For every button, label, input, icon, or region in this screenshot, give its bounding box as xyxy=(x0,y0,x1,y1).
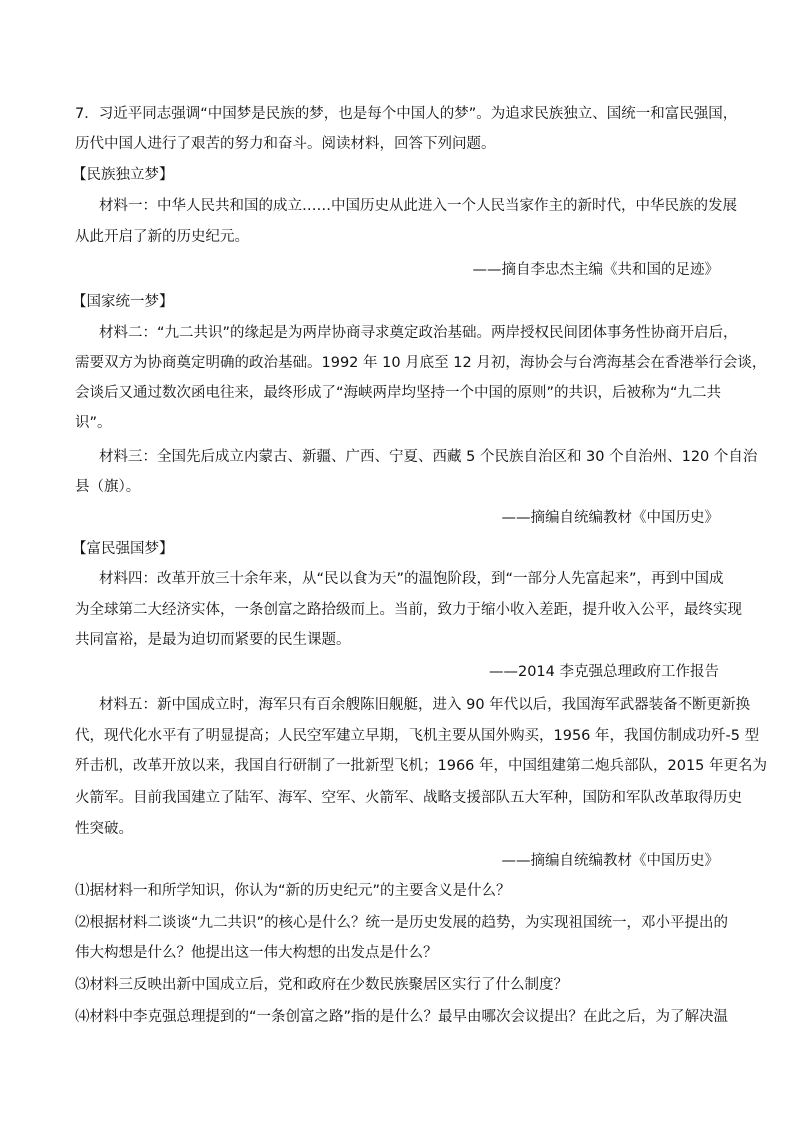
material-3-line-1: 材料三：全国先后成立内蒙古、新疆、广西、宁夏、西藏 5 个民族自治区和 30 个自治州、120 个自治 xyxy=(99,449,758,465)
material-5-line-1: 材料五：新中国成立时，海军只有百余艘陈旧舰艇，进入 90 年代以后，我国海军武器装备不断更新换 xyxy=(99,697,751,713)
subquestion-2-line-2: 伟大构想是什么？他提出这一伟大构想的出发点是什么？ xyxy=(75,945,438,961)
material-2-line-4: 识”。 xyxy=(75,415,112,431)
material-3-line-2: 县（旗）。 xyxy=(75,479,141,495)
material-2-line-3: 会谈后又通过数次函电往来，最终形成了“海峡两岸均坚持一个中国的原则”的共识，后被称为“九二共 xyxy=(75,385,722,401)
material-3-source: ——摘编自统编教材《中国历史》 xyxy=(501,510,719,526)
section-heading-prosperity: 【富民强国梦】 xyxy=(72,541,174,557)
material-1-line-1: 材料一：中华人民共和国的成立……中国历史从此进入一个人民当家作主的新时代，中华民族的发展 xyxy=(99,198,737,214)
material-4-source: ——2014 李克强总理政府工作报告 xyxy=(488,664,719,680)
question-intro-line-2: 历代中国人进行了艰苦的努力和奋斗。阅读材料，回答下列问题。 xyxy=(75,136,496,152)
material-5-source: ——摘编自统编教材《中国历史》 xyxy=(501,853,719,869)
material-5-line-5: 性突破。 xyxy=(75,821,133,837)
material-1-line-2: 从此开启了新的历史纪元。 xyxy=(75,229,249,245)
material-1-source: ——摘自李忠杰主编《共和国的足迹》 xyxy=(472,262,719,278)
section-heading-independence: 【民族独立梦】 xyxy=(72,167,174,183)
material-5-line-3: 歼击机，改革开放以来，我国自行研制了一批新型飞机；1966 年，中国组建第二炮兵部队，2015 年更名为 xyxy=(75,758,768,774)
material-4-line-1: 材料四：改革开放三十余年来，从“民以食为天”的温饱阶段，到“一部分人先富起来”，再到中国成 xyxy=(99,571,724,587)
subquestion-2-line-1: ⑵根据材料二谈谈“九二共识”的核心是什么？统一是历史发展的趋势，为实现祖国统一，邓小平提出的 xyxy=(75,915,729,931)
material-5-line-2: 代，现代化水平有了明显提高；人民空军建立早期，飞机主要从国外购买，1956 年，我国仿制成功歼-5 型 xyxy=(75,728,760,744)
material-2-line-2: 需要双方为协商奠定明确的政治基础。1992 年 10 月底至 12 月初，海协会与台湾海基会在香港举行会谈， xyxy=(75,355,767,371)
question-intro-line-1: 7．习近平同志强调“中国梦是民族的梦，也是每个中国人的梦”。为追求民族独立、国统一和富民强国， xyxy=(75,106,738,122)
section-heading-unification: 【国家统一梦】 xyxy=(72,294,174,310)
material-4-line-3: 共同富裕，是最为迫切而紧要的民生课题。 xyxy=(75,632,351,648)
subquestion-3: ⑶材料三反映出新中国成立后，党和政府在少数民族聚居区实行了什么制度？ xyxy=(75,977,568,993)
subquestion-4-line-1: ⑷材料中李克强总理提到的“一条创富之路”指的是什么？最早由哪次会议提出？在此之后，为了解决温 xyxy=(75,1009,729,1025)
material-4-line-2: 为全球第二大经济实体，一条创富之路拾级而上。当前，致力于缩小收入差距，提升收入公平，最终实现 xyxy=(75,602,742,618)
material-5-line-4: 火箭军。目前我国建立了陆军、海军、空军、火箭军、战略支援部队五大军种，国防和军队改革取得历史 xyxy=(75,790,742,806)
subquestion-1: ⑴据材料一和所学知识，你认为“新的历史纪元”的主要含义是什么？ xyxy=(75,883,511,899)
material-2-line-1: 材料二：“九二共识”的缘起是为两岸协商寻求奠定政治基础。两岸授权民间团体事务性协商开启后， xyxy=(99,325,738,341)
